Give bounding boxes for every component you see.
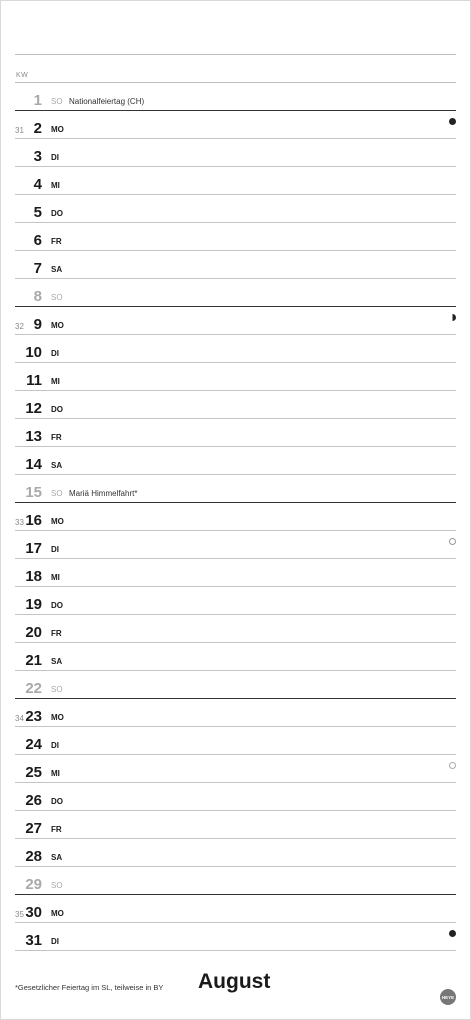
- day-list: [15, 83, 456, 951]
- top-divider: [15, 54, 456, 55]
- weekday-label: DI: [51, 545, 59, 554]
- weekday-label: MO: [51, 713, 64, 722]
- weekday-label: DO: [51, 601, 63, 610]
- moon-new-icon: [449, 118, 456, 125]
- day-row[interactable]: [15, 307, 456, 335]
- day-number: 27: [25, 820, 42, 837]
- holiday-label: Nationalfeiertag (CH): [69, 97, 145, 106]
- moon-first-icon: [449, 314, 456, 321]
- day-number: 9: [33, 316, 42, 333]
- weekday-label: DI: [51, 741, 59, 750]
- weekday-label: SA: [51, 265, 63, 274]
- day-number: 16: [25, 512, 42, 529]
- day-row[interactable]: [15, 671, 456, 699]
- day-number: 17: [25, 540, 42, 557]
- day-number: 7: [33, 260, 42, 277]
- weekday-label: MO: [51, 517, 64, 526]
- day-row[interactable]: [15, 643, 456, 671]
- day-number: 21: [25, 652, 42, 669]
- day-row[interactable]: [15, 503, 456, 531]
- day-row[interactable]: [15, 195, 456, 223]
- day-number: 14: [25, 456, 42, 473]
- weekday-label: DO: [51, 209, 63, 218]
- day-row[interactable]: [15, 363, 456, 391]
- week-number: 33: [15, 518, 24, 527]
- day-row[interactable]: [15, 615, 456, 643]
- day-number: 13: [25, 428, 42, 445]
- day-number: 18: [25, 568, 42, 585]
- weekday-label: FR: [51, 825, 62, 834]
- weekday-label: SA: [51, 657, 63, 666]
- weekday-label: MO: [51, 909, 64, 918]
- weekday-label: MO: [51, 321, 64, 330]
- weekday-label: MI: [51, 181, 60, 190]
- moon-full-icon: [449, 538, 456, 545]
- day-row[interactable]: [15, 783, 456, 811]
- day-number: 3: [33, 148, 42, 165]
- day-row[interactable]: [15, 923, 456, 951]
- day-number: 28: [25, 848, 42, 865]
- day-row[interactable]: [15, 699, 456, 727]
- day-number: 15: [25, 484, 42, 501]
- holiday-label: Mariä Himmelfahrt*: [69, 489, 138, 498]
- day-row[interactable]: [15, 559, 456, 587]
- day-number: 26: [25, 792, 42, 809]
- weekday-label: MI: [51, 377, 60, 386]
- day-number: 10: [25, 344, 42, 361]
- day-number: 1: [33, 92, 42, 109]
- day-number: 11: [26, 372, 42, 389]
- day-row[interactable]: [15, 251, 456, 279]
- day-row[interactable]: [15, 391, 456, 419]
- day-row[interactable]: [15, 83, 456, 111]
- day-number: 12: [25, 400, 42, 417]
- day-row[interactable]: [15, 335, 456, 363]
- day-row[interactable]: [15, 895, 456, 923]
- day-row[interactable]: [15, 167, 456, 195]
- day-number: 31: [25, 932, 42, 949]
- month-title: August: [198, 970, 271, 993]
- day-number: 22: [25, 680, 42, 697]
- week-number: 34: [15, 714, 24, 723]
- weekday-label: DI: [51, 153, 59, 162]
- day-number: 29: [25, 876, 42, 893]
- publisher-logo: HEYE: [440, 989, 456, 1005]
- weekday-label: SA: [51, 461, 63, 470]
- weekday-label: SO: [51, 489, 63, 498]
- day-row[interactable]: [15, 447, 456, 475]
- kw-header: KW: [16, 72, 29, 79]
- week-number: 31: [15, 126, 24, 135]
- moon-last-icon: [449, 762, 456, 769]
- day-row[interactable]: [15, 587, 456, 615]
- day-number: 25: [25, 764, 42, 781]
- week-number: 35: [15, 910, 24, 919]
- week-number: 32: [15, 322, 24, 331]
- day-row[interactable]: [15, 531, 456, 559]
- weekday-label: SO: [51, 881, 63, 890]
- weekday-label: SA: [51, 853, 63, 862]
- day-row[interactable]: [15, 223, 456, 251]
- day-number: 4: [33, 176, 42, 193]
- day-number: 2: [33, 120, 42, 137]
- day-number: 23: [25, 708, 42, 725]
- weekday-label: FR: [51, 433, 62, 442]
- weekday-label: SO: [51, 97, 63, 106]
- day-row[interactable]: [15, 475, 456, 503]
- day-row[interactable]: [15, 111, 456, 139]
- day-row[interactable]: [15, 867, 456, 895]
- day-number: 30: [25, 904, 42, 921]
- weekday-label: MI: [51, 769, 60, 778]
- weekday-label: DO: [51, 797, 63, 806]
- weekday-label: DI: [51, 937, 59, 946]
- footnote: *Gesetzlicher Feiertag im SL, teilweise in BY: [15, 983, 164, 992]
- weekday-label: MO: [51, 125, 64, 134]
- day-number: 5: [33, 204, 42, 221]
- day-number: 6: [33, 232, 42, 249]
- day-row[interactable]: [15, 811, 456, 839]
- weekday-label: MI: [51, 573, 60, 582]
- day-row[interactable]: [15, 727, 456, 755]
- day-row[interactable]: [15, 839, 456, 867]
- moon-new-icon: [449, 930, 456, 937]
- weekday-label: FR: [51, 629, 62, 638]
- day-number: 19: [25, 596, 42, 613]
- weekday-label: DI: [51, 349, 59, 358]
- day-row[interactable]: [15, 419, 456, 447]
- day-row[interactable]: [15, 139, 456, 167]
- day-row[interactable]: [15, 755, 456, 783]
- weekday-label: FR: [51, 237, 62, 246]
- day-number: 24: [25, 736, 42, 753]
- weekday-label: SO: [51, 685, 63, 694]
- weekday-label: SO: [51, 293, 63, 302]
- day-number: 8: [33, 288, 42, 305]
- weekday-label: DO: [51, 405, 63, 414]
- day-row[interactable]: [15, 279, 456, 307]
- day-number: 20: [25, 624, 42, 641]
